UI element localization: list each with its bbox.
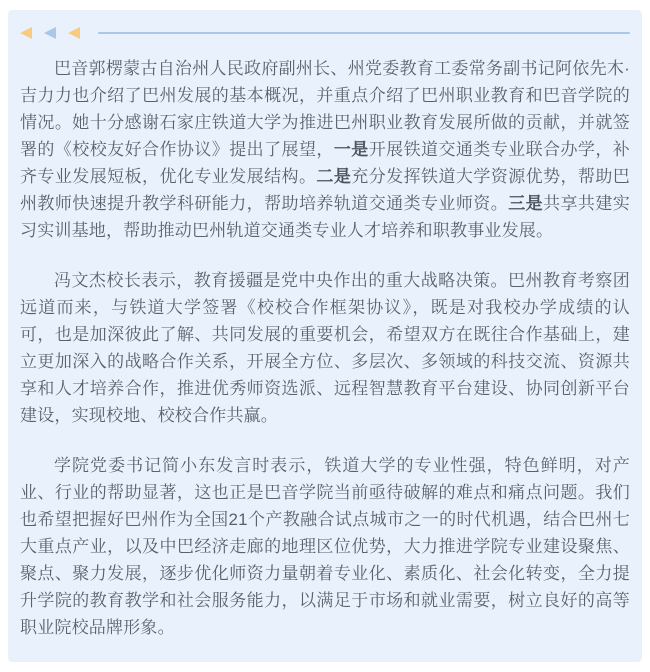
emphasis-text: 二是 [316, 167, 352, 186]
left-triangle-icon [68, 27, 80, 39]
left-triangle-icon [20, 27, 32, 39]
paragraph [20, 55, 630, 244]
article-panel [8, 10, 642, 662]
divider-line [98, 32, 630, 34]
body-text: 共享共建实习实训基地，帮助推动巴州轨道交通类专业人才培养和职教事业发展。 [20, 194, 631, 240]
decor-header [8, 10, 642, 42]
emphasis-text: 三是 [508, 194, 544, 213]
article-body [8, 42, 642, 641]
body-text: 开展铁道交通类专业联合办学，补齐专业发展短板，优化专业发展结构。 [20, 140, 630, 186]
paragraph [20, 452, 630, 641]
body-text: 冯文杰校长表示，教育援疆是党中央作出的重大战略决策。巴州教育考察团远道而来，与铁道大学签署《校校合作框架协议》，既是对我校办学成绩的认可，也是加深彼此了解、共同发展的重要机会，希望双方在既往合作基础上，建立更加深入的战略合作关系，开展全方位、多层次、多领域的科技交流、资源共享和人才培养合作，推进优秀师资选派、远程智慧教育平台建设、协同创新平台建设，实现校地、校校合作共赢。 [20, 271, 630, 425]
paragraph [20, 267, 630, 429]
decor-triangles [20, 27, 92, 39]
body-text: 巴音郭楞蒙古自治州人民政府副州长、州党委教育工委常务副书记阿依先木·吉力力也介绍了巴州发展的基本概况，并重点介绍了巴州职业教育和巴音学院的情况。她十分感谢石家庄铁道大学为推进巴州职业教育发展所做的贡献，并就签署的《校校友好合作协议》提出了展望， [20, 59, 630, 159]
left-triangle-icon [44, 27, 56, 39]
emphasis-text: 一是 [333, 140, 369, 159]
body-text: 学院党委书记简小东发言时表示，铁道大学的专业性强，特色鲜明，对产业、行业的帮助显著，这也正是巴音学院当前亟待破解的难点和痛点问题。我们也希望把握好巴州作为全国21个产教融合试点城市之一的时代机遇，结合巴州七大重点产业，以及中巴经济走廊的地理区位优势，大力推进学院专业建设聚焦、聚点、聚力发展，逐步优化师资力量朝着专业化、素质化、社会化转变，全力提升学院的教育教学和社会服务能力，以满足于市场和就业需要，树立良好的高等职业院校品牌形象。 [20, 456, 630, 637]
body-text: 充分发挥铁道大学资源优势，帮助巴州教师快速提升教学科研能力，帮助培养轨道交通类专业师资。 [20, 167, 631, 213]
